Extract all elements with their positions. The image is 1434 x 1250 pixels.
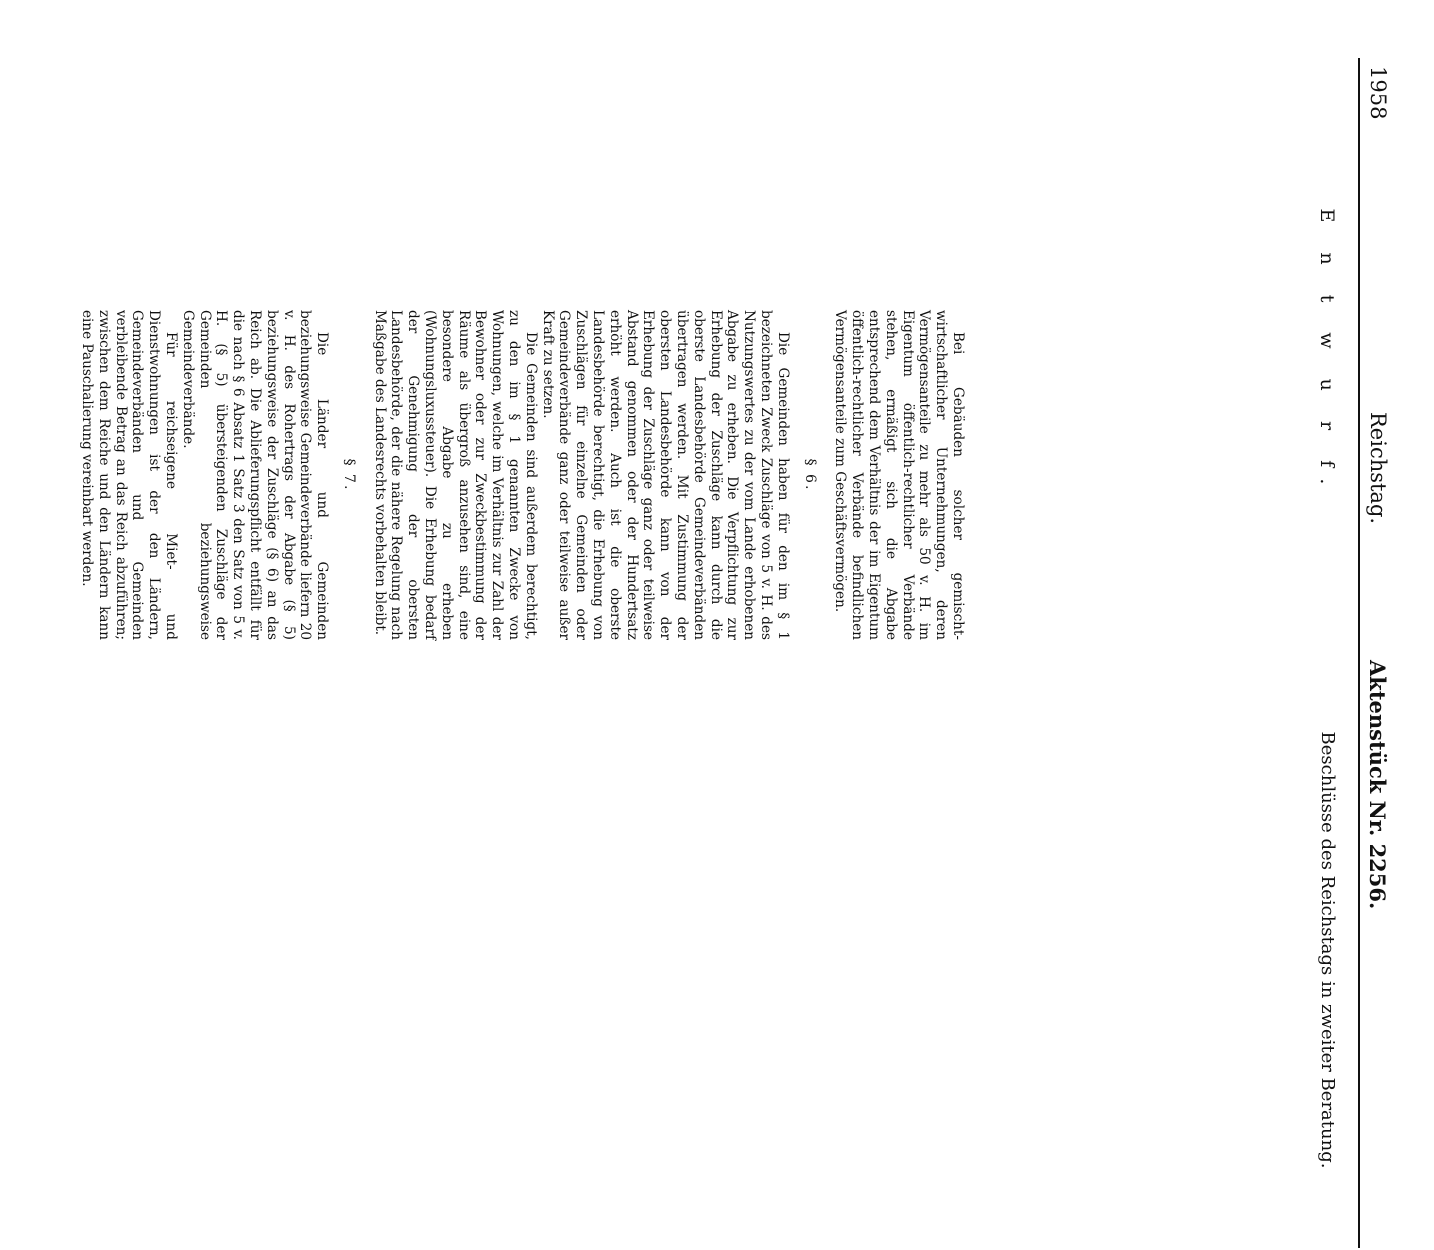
page-number: 1958 <box>1366 66 1390 120</box>
left-text <box>78 310 966 640</box>
left-sec7-p2: Für reichseigene Miet- und Dienstwohnungen ist der den Ländern, Gemeindeverbänden und Gemeinden verbleibende Betrag an das Reich abzuführen; zwischen dem Reiche und den Ländern kann eine Pauschalierung vereinbart werden. <box>78 310 179 640</box>
left-sec7-title: § 7. <box>340 458 357 492</box>
right-column-heading: Beschlüsse des Reichstags in zweiter Beratung. <box>1317 731 1338 1169</box>
header-left-title: Reichstag. <box>1366 412 1390 525</box>
left-sec6-title: § 6. <box>801 458 818 492</box>
header-rule <box>1358 58 1360 1248</box>
left-sec6-p2: Die Gemeinden sind außerdem berechtigt, zu den im § 1 genannten Zwecke von Wohnungen, welche im Verhältnis zur Zahl der Bewohner oder zur Zweckbestimmung der Räume als übergroß anzusehen sind, eine besondere Abgabe zu erheben (Wohnungsluxussteuer). Die Erhebung bedarf der Genehmigung der obersten Landesbehörde, der die nähere Regelung nach Maßgabe des Landesrechts vorbehalten bleibt. <box>371 310 539 640</box>
left-column-heading: E n t w u r f. <box>1316 208 1338 497</box>
header-right-title: Aktenstück Nr. 2256. <box>1365 660 1390 910</box>
left-sec7-p1: Die Länder und Gemeinden beziehungsweise Gemeindeverbände liefern 20 v. H. des Rohertrags der Abgabe (§ 5) beziehungsweise der Zuschläge (§ 6) an das Reich ab. Die Ablieferungspflicht entfällt für die nach § 6 Absatz 1 Satz 3 den Satz von 5 v. H. (§ 5) übersteigenden Zuschläge der Gemeinden beziehungsweise Gemeindeverbände. <box>179 310 331 640</box>
left-sec6-p1: Die Gemeinden haben für den im § 1 bezeichneten Zweck Zuschläge von 5 v. H. des Nutzungswertes zu der vom Lande erhobenen Abgabe zu erheben. Die Verpflichtung zur Erhebung der Zuschläge kann durch die oberste Landesbehörde Gemeindeverbänden übertragen werden. Mit Zustimmung der obersten Landesbehörde kann von der Erhebung der Zuschläge ganz oder teilweise Abstand genommen oder der Hundertsatz erhöht werden. Auch ist die oberste Landesbehörde berechtigt, die Erhebung von Zuschlägen für einzelne Gemeinden oder Gemeindeverbände ganz oder teilweise außer Kraft zu setzen. <box>539 310 791 640</box>
left-intro: Bei Gebäuden solcher gemischt-wirtschaftlicher Unternehmungen, deren Vermögensanteile zu mehr als 50 v. H. im Eigentum öffentlich-rechtlicher Verbände stehen, ermäßigt sich die Abgabe entsprechend dem Verhältnis der im Eigentum öffentlich-rechtlicher Verbände befindlichen Vermögensanteile zum Geschäftsvermögen. <box>832 310 966 640</box>
